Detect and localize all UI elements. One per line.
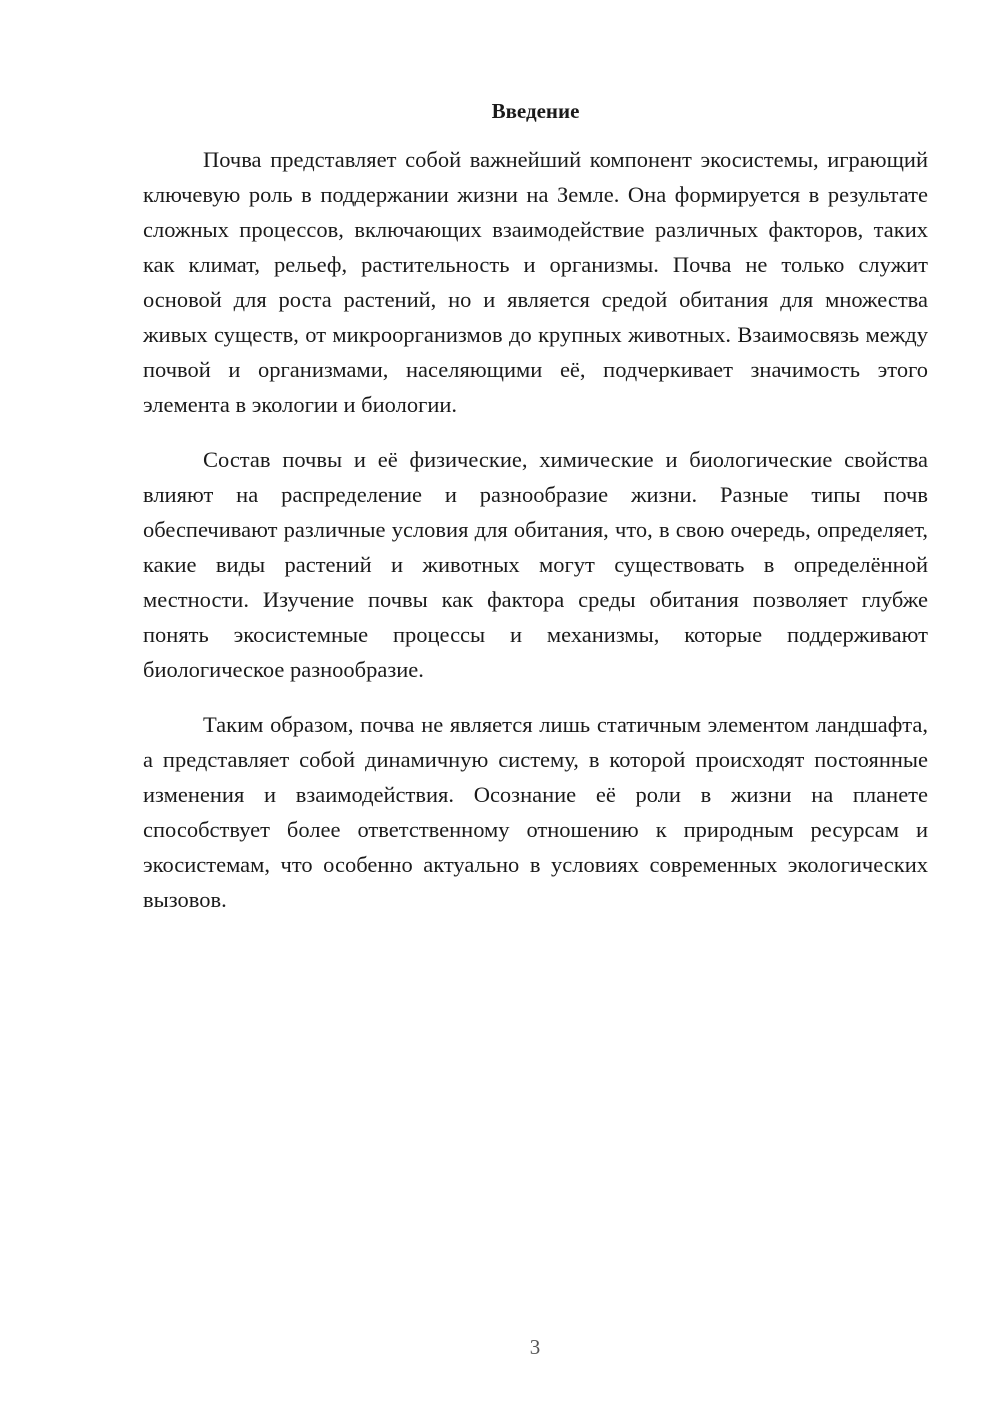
body-text [143, 142, 928, 937]
paragraph-1: Почва представляет собой важнейший компонент экосистемы, играющий ключевую роль в поддержании жизни на Земле. Она формируется в результате сложных процессов, включающих взаимодействие различных факторов, таких как климат, рельеф, растительность и организмы. Почва не только служит основой для роста растений, но и является средой обитания для множества живых существ, от микроорганизмов до крупных животных. Взаимосвязь между почвой и организмами, населяющими её, подчеркивает значимость этого элемента в экологии и биологии. [143, 147, 928, 417]
section-heading: Введение [491, 99, 580, 123]
page-number: 3 [529, 1335, 541, 1359]
paragraph-3: Таким образом, почва не является лишь статичным элементом ландшафта, а представляет собой динамичную систему, в которой происходят постоянные изменения и взаимодействия. Осознание её роли в жизни на планете способствует более ответственному отношению к природным ресурсам и экосистемам, что особенно актуально в условиях современных экологических вызовов. [143, 712, 928, 912]
paragraph-2: Состав почвы и её физические, химические и биологические свойства влияют на распределение и разнообразие жизни. Разные типы почв обеспечивают различные условия для обитания, что, в свою очередь, определяет, какие виды растений и животных могут существовать в определённой местности. Изучение почвы как фактора среды обитания позволяет глубже понять экосистемные процессы и механизмы, которые поддерживают биологическое разнообразие. [143, 447, 928, 682]
